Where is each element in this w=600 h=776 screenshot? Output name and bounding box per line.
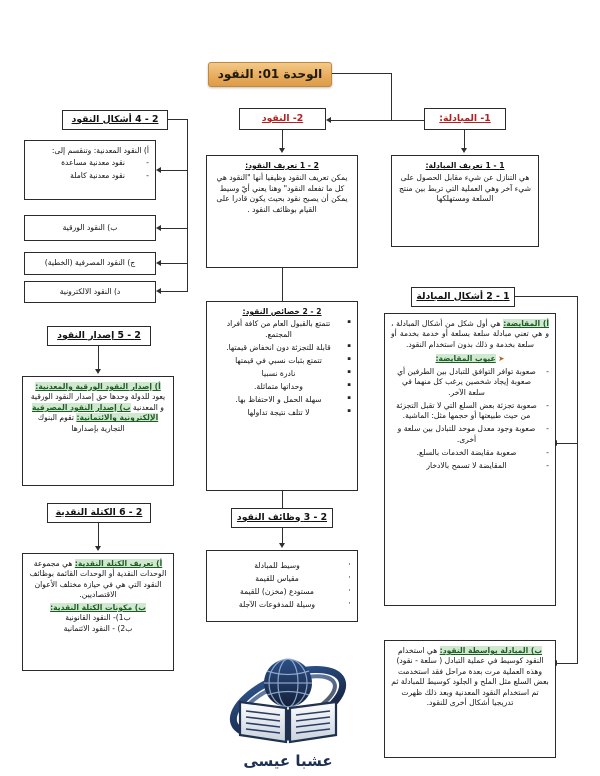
logo-caption: عشبا عيسى [243,752,333,770]
arrow-money-def [279,148,285,153]
issuance-a-label: أ) إصدار النقود الورقية والمعدنية: [35,382,161,391]
money-definition-heading: 2 - 1 تعريف النقود: [245,161,319,170]
list-item: ▪ لا تتلف نتيجة تداولها [213,408,351,418]
box-money-functions [206,550,358,622]
money-mass-b-item-1: ب1)- النقود القانونية [65,613,131,623]
list-item: · مستودع (مخزن) للقيمة [213,587,351,597]
list-item: - نقود معدنية كاملة [31,171,149,181]
box-money-characteristics [206,301,358,491]
box-forms-electronic [24,281,156,303]
connector-forms-left-top [168,119,188,120]
forms-paper-label: ب) النقود الورقية [62,222,118,232]
money-mass-a-body: هي مجموعة الوحدات النقدية أو الوحدات القائمة بوظائف النقود التي هي في حيازة مختلف الأعوان الاقتصاديين. [29,559,167,600]
branch-header-money-forms[interactable] [62,110,168,130]
box-forms-metal [24,140,156,200]
list-item: · مقياس للقيمة [213,574,351,584]
box-forms-bank [24,252,156,275]
connector-bus-vertical [391,73,392,120]
barter-drawbacks-label: عيوب المقايضة: [435,354,496,364]
connector-to-bank [160,263,188,264]
connector-forms-right [515,296,578,297]
barter-drawbacks-list [391,367,549,471]
arrow-functions-list [279,543,285,548]
connector-exchange-to-def [464,130,465,150]
arrow-to-money-header [326,117,331,123]
document-title: الوحدة 01: النقود [217,67,323,82]
connector-mass-to-box [98,523,99,548]
list-item: ▪ نادرة نسبيا [213,369,351,379]
list-item: - صعوبة مقايضة الخدمات بالسلع. [391,448,549,458]
arrow-to-bank-money [156,260,161,266]
forms-bank-label: ج) النقود المصرفية (الخطية) [44,258,136,268]
arrow-mass-box [95,546,101,551]
money-exchange-body: هي استخدام النقود كوسيط في عملية التبادل ( سلعة - نقود) وهذه العملية مرت بعدة مراحل فقد استخدمت بعض السلع مثل الملح و الجلود كوسيط للمبادلة ثم تم استخدام النقود المعدنية وبعد ذلك ظهرت تدريجيا أشكال أخرى للنقود. [391,646,549,708]
connector-forms-to-moneyexch [556,663,578,664]
forms-electronic-label: د) النقود الالكترونية [59,286,121,296]
connector-to-electronic [160,291,188,292]
list-item: - نقود معدنية مساعدة [31,158,149,168]
list-item: ▪ تتمتع بالقبول العام من كافة أفراد المجتمع. [213,319,351,340]
exchange-definition-heading: 1 - 1 تعريف المبادلة: [425,161,505,170]
issuance-a-body: يعود للدولة وحدها حق إصدار النقود الورقية و المعدنية [30,392,166,412]
box-barter [384,313,556,606]
issuance-b-body: تقوم البنوك التجارية بإصدارها [37,413,125,433]
list-item: - المقايضة لا تسمح بالادخار [391,461,549,471]
branch-header-money-functions-label: 2 - 3 وظائف النقود [236,511,328,523]
money-characteristics-heading: 2 - 2 خصائص النقود: [242,307,322,316]
list-item: - صعوبة توافر التوافق للتبادل بين الطرفين أي صعوبة إيجاد شخصين يرغب كل منهما في سلعة الآخر. [391,367,549,398]
branch-header-issuance-label: 2 - 5 إصدار النقود [57,329,141,341]
branch-header-exchange-label: 1- المبادلة: [439,112,491,124]
logo [218,650,358,770]
branch-header-money-functions[interactable] [231,508,333,528]
list-item: · وسيط للمبادلة [213,561,351,571]
connector-issuance-to-box [98,346,99,371]
branch-header-money-forms-label: 2 - 4 أشكال النقود [71,113,159,125]
barter-body: هي أول شكل من أشكال المبادلة ، و هي تعني مبادلة سلعة بسلعة أو خدمة بخدمة أو سلعة بخدمة و ذلك بدون استخدام النقود. [391,319,549,349]
box-issuance [22,376,174,486]
book-globe-logo-icon [218,650,358,750]
connector-to-metal [160,170,188,171]
money-characteristics-list [213,319,351,418]
money-mass-b-label: ب) مكونات الكتلة النقدية: [50,602,146,612]
list-item: ▪ سهلة الحمل و الاحتفاظ بها. [213,395,351,405]
connector-forms-to-barter [556,443,578,444]
connector-money-to-def [282,130,283,150]
branch-header-issuance[interactable] [47,326,151,346]
barter-label: أ) المقايضة: [503,319,549,328]
arrow-to-paper-money [156,225,161,231]
box-forms-paper [24,215,156,241]
money-definition-body: يمكن تعريف النقود وظيفيا أنها "النقود هي كل ما تفعله النقود" وهنا يعني أيّ وسيط يمكن أن يصبح نقود بحيث يكون قادرا على القيام بوظائف النقود . [216,173,348,214]
forms-metal-label: أ) النقود المعدنية: وتنقسم إلى: [51,146,149,155]
branch-header-exchange-forms[interactable] [411,287,515,307]
branch-header-exchange[interactable] [424,108,506,130]
barter-drawbacks-arrow-icon: ➤ [498,354,505,364]
document-title-box [208,62,332,87]
issuance-b-label: ب) إصدار النقود المصرفية الإلكترونية والائتمانية: [32,402,159,423]
list-item: · وسيلة للمدفوعات الآجلة [213,600,351,610]
list-item: - صعوبة تجزئة بعض السلع التي لا تقبل التجزئة من حيث طبيعتها أو حجمها مثل: الماشية. [391,401,549,422]
branch-header-money-mass-label: 2 - 6 الكتلة النقدية [55,506,143,518]
money-functions-list [213,561,351,610]
exchange-definition-body: هي التنازل عن شيء مقابل الحصول على شيء آخر وهي العملية التي تربط بين منتج السلعة ومستهلكها [399,173,531,204]
list-item: ▪ تتمتع بثبات نسبي في قيمتها [213,356,351,366]
arrow-issuance-box [95,369,101,374]
money-exchange-label: ب) المبادلة بواسطة النقود: [439,646,542,655]
box-exchange-definition [391,155,539,247]
branch-header-money-mass[interactable] [47,503,151,523]
arrow-to-metal-money [156,167,161,173]
arrow-exchange-def [461,148,467,153]
connector-def-to-characteristics [282,268,283,301]
branch-header-exchange-forms-label: 1 - 2 أشكال المبادلة [416,290,510,302]
money-mass-a-label: أ) تعريف الكتلة النقدية: [74,559,163,568]
connector-to-paper [160,228,188,229]
connector-characteristics-to-functions [282,491,283,508]
box-money-exchange [384,640,556,758]
connector-forms-left-bus [187,119,188,291]
branch-header-money[interactable] [239,108,326,130]
connector-title-right [332,73,392,74]
box-money-definition [206,155,358,268]
list-item: - صعوبة وجود معدل موحد للتبادل بين سلعة و أخرى. [391,424,549,445]
connector-forms-bus [577,296,578,664]
forms-metal-sub-list [31,158,149,181]
arrow-to-electronic-money [156,288,161,294]
box-money-mass [22,553,174,671]
branch-header-money-label: 2- النقود [261,112,304,124]
money-mass-b-item-2: ب2) - النقود الائتمانية [63,623,133,633]
list-item: ▪ وحداتها متماثلة. [213,382,351,392]
list-item: ▪ قابلة للتجزئة دون انخفاض قيمتها. [213,343,351,353]
